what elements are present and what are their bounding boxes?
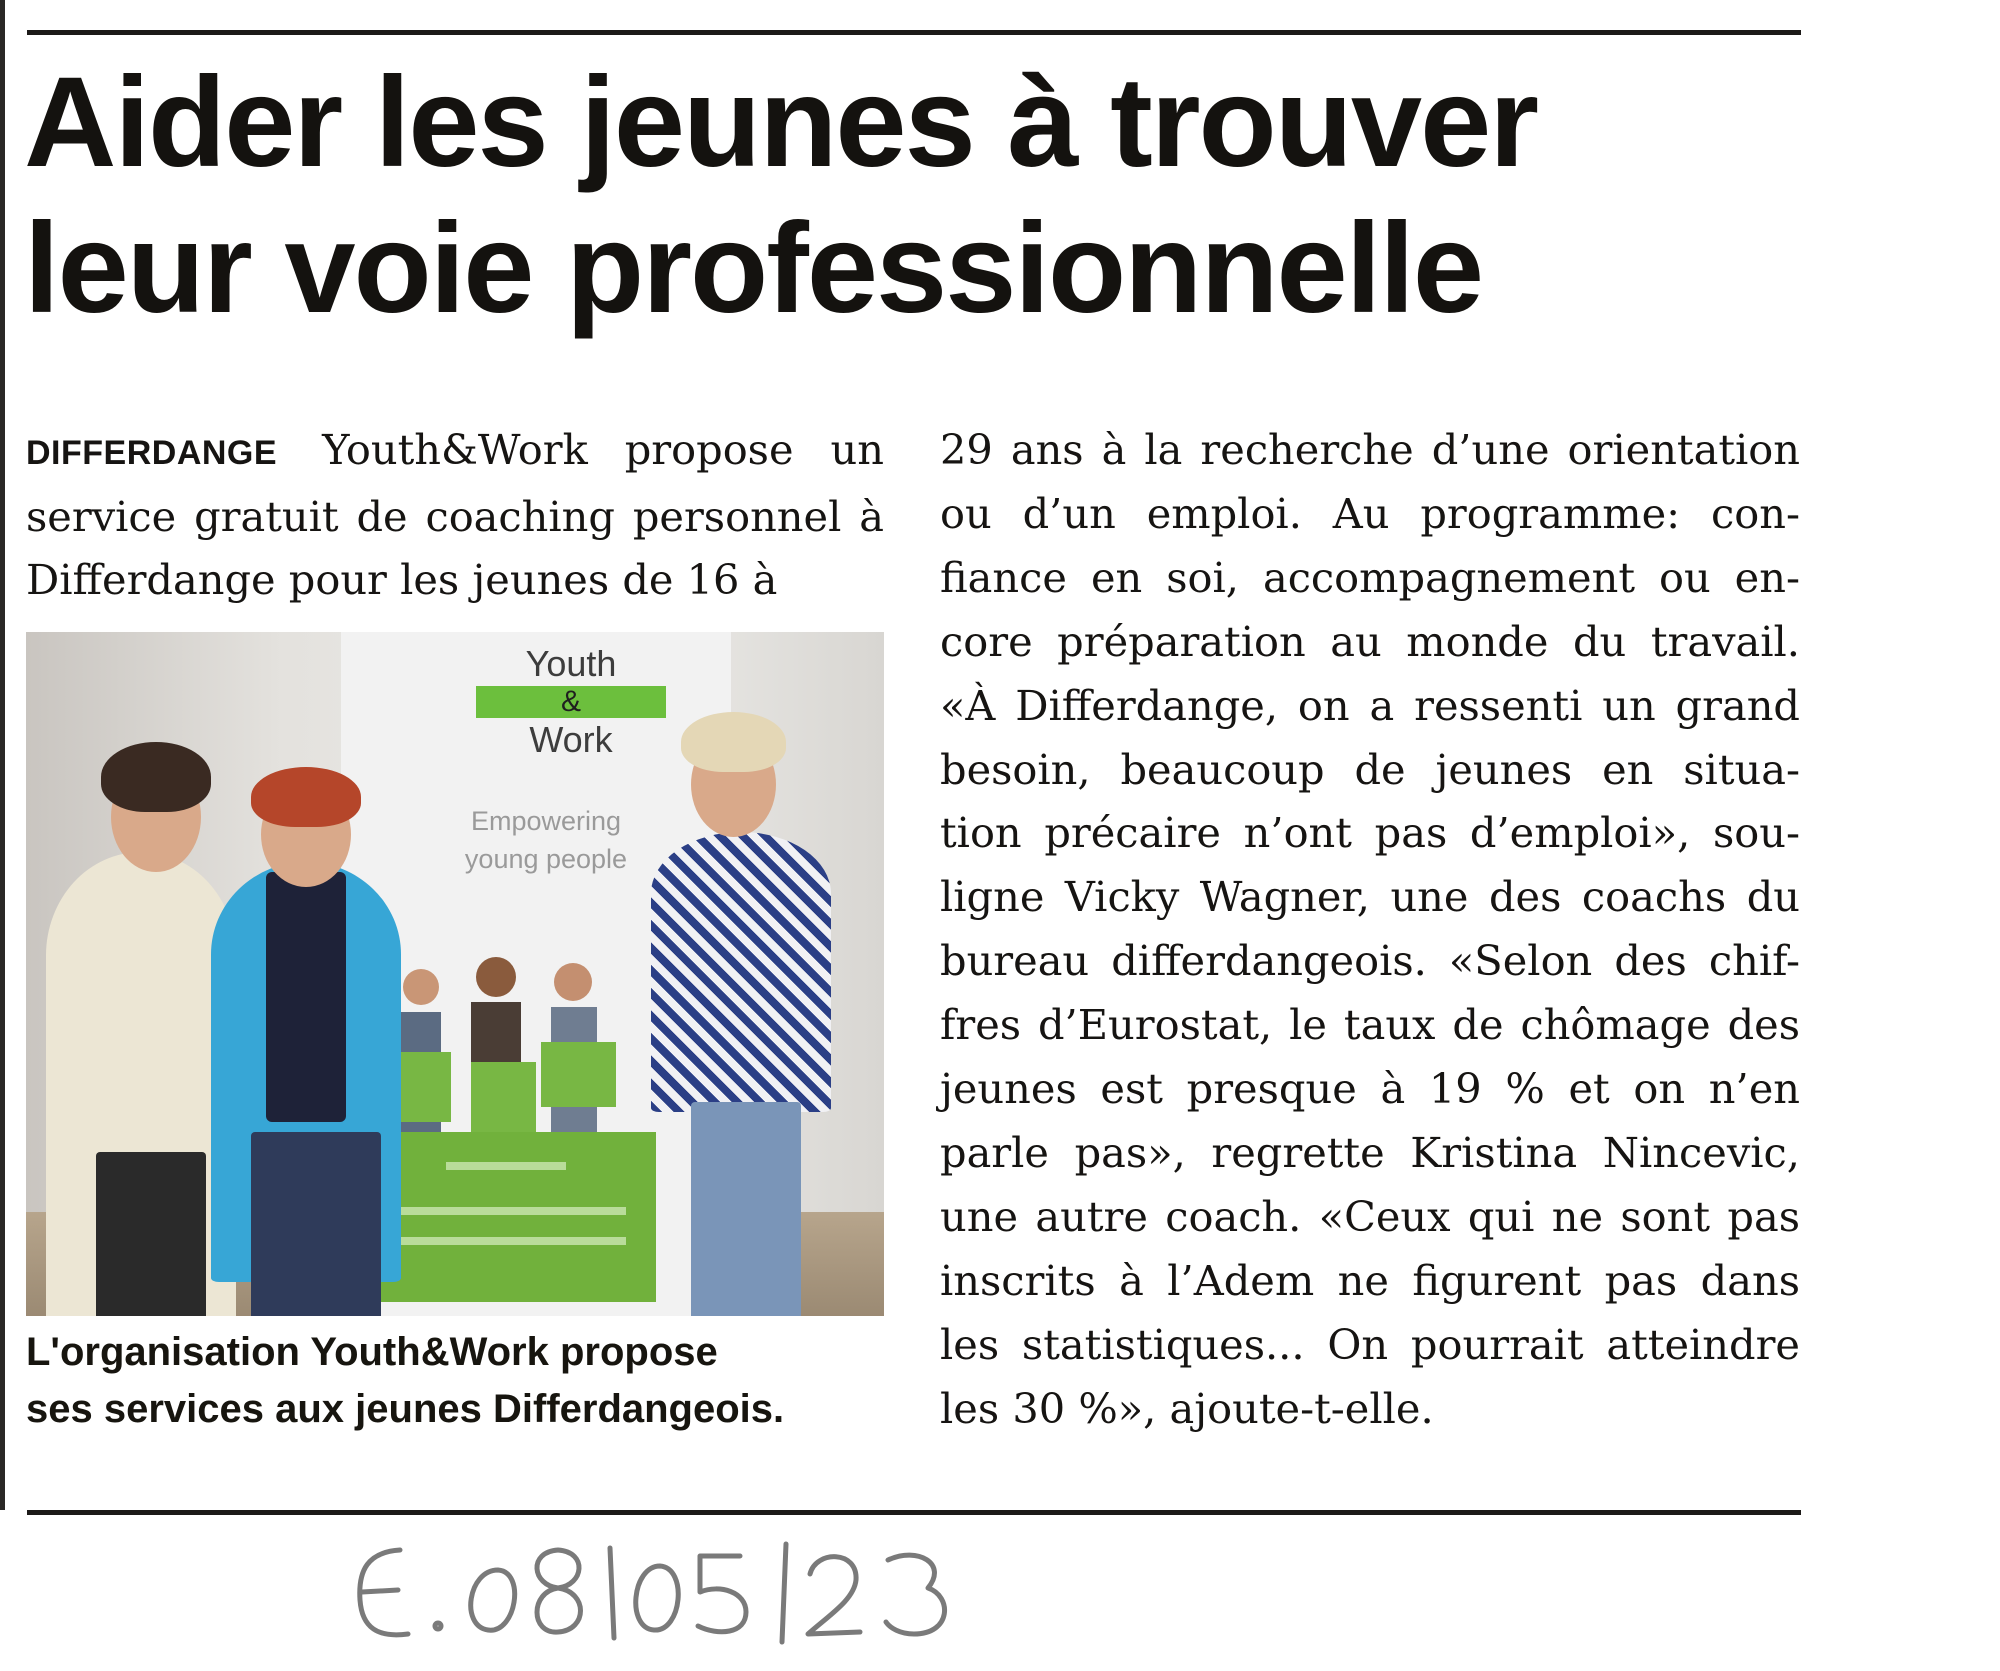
article-column-right	[940, 418, 1800, 1441]
logo-amp: &	[476, 686, 666, 718]
headline-line-2: leur voie professionnelle	[24, 197, 1482, 340]
person-light-jeans	[691, 1102, 801, 1316]
body-line: les statistiques... On pourrait atteindre	[940, 1319, 1800, 1369]
body-line: jeunes est presque à 19 % et on n’en	[940, 1064, 1800, 1114]
person-hair	[101, 742, 211, 812]
body-line: besoin, beaucoup de jeunes en situa-	[940, 744, 1800, 794]
body-line: «À Differdange, on a ressenti un grand	[940, 680, 1800, 730]
person-hair	[681, 712, 786, 772]
youth-work-logo	[476, 644, 666, 760]
body-line: fiance en soi, accompagnement ou en-	[940, 552, 1800, 602]
body-line: Differdange pour les jeunes de 16 à	[26, 555, 778, 604]
logo-youth: Youth	[525, 643, 617, 684]
caption-line-2: ses services aux jeunes Differdangeois.	[26, 1387, 785, 1431]
article-photo	[26, 632, 884, 1316]
body-line: une autre coach. «Ceux qui ne sont pas	[940, 1191, 1800, 1241]
body-line: Youth&Work propose un	[322, 425, 884, 474]
body-line: bureau differdangeois. «Selon des chif-	[940, 936, 1800, 986]
handwritten-date-note	[348, 1530, 1048, 1650]
body-line: tion précaire n’ont pas d’emploi», sou-	[940, 808, 1800, 858]
person-dark-top	[266, 872, 346, 1122]
person-cream-trousers	[96, 1152, 206, 1316]
top-divider	[27, 30, 1801, 35]
info-board	[356, 1132, 656, 1302]
person-jeans	[251, 1132, 381, 1316]
dateline: DIFFERDANGE	[26, 434, 278, 472]
tagline-line-2: young people	[464, 844, 628, 874]
person-checked-jacket	[651, 832, 831, 1112]
caption-line-1: L'organisation Youth&Work propose	[26, 1330, 718, 1374]
headline-line-1: Aider les jeunes à trouver	[24, 51, 1538, 194]
tagline-line-1: Empowering	[470, 806, 622, 836]
body-line: core préparation au monde du travail.	[940, 616, 1800, 666]
body-line: fres d’Eurostat, le taux de chômage des	[940, 1000, 1800, 1050]
body-line: ou d’un emploi. Au programme: con-	[940, 488, 1800, 538]
bottom-divider	[27, 1510, 1801, 1515]
body-line: les 30 %», ajoute-t-elle.	[940, 1383, 1434, 1433]
article-headline	[24, 50, 1814, 342]
article-column-left	[26, 418, 884, 611]
column-border-left	[0, 0, 5, 1510]
body-line: service gratuit de coaching personnel à	[26, 492, 884, 541]
person-hair	[251, 767, 361, 827]
body-line: 29 ans à la recherche d’une orientation	[940, 425, 1800, 474]
body-line: ligne Vicky Wagner, une des coachs du	[940, 872, 1800, 922]
logo-work: Work	[529, 719, 613, 760]
photo-caption	[26, 1324, 906, 1438]
body-line: inscrits à l’Adem ne figurent pas dans	[940, 1255, 1800, 1305]
body-line: parle pas», regrette Kristina Nincevic,	[940, 1127, 1800, 1177]
